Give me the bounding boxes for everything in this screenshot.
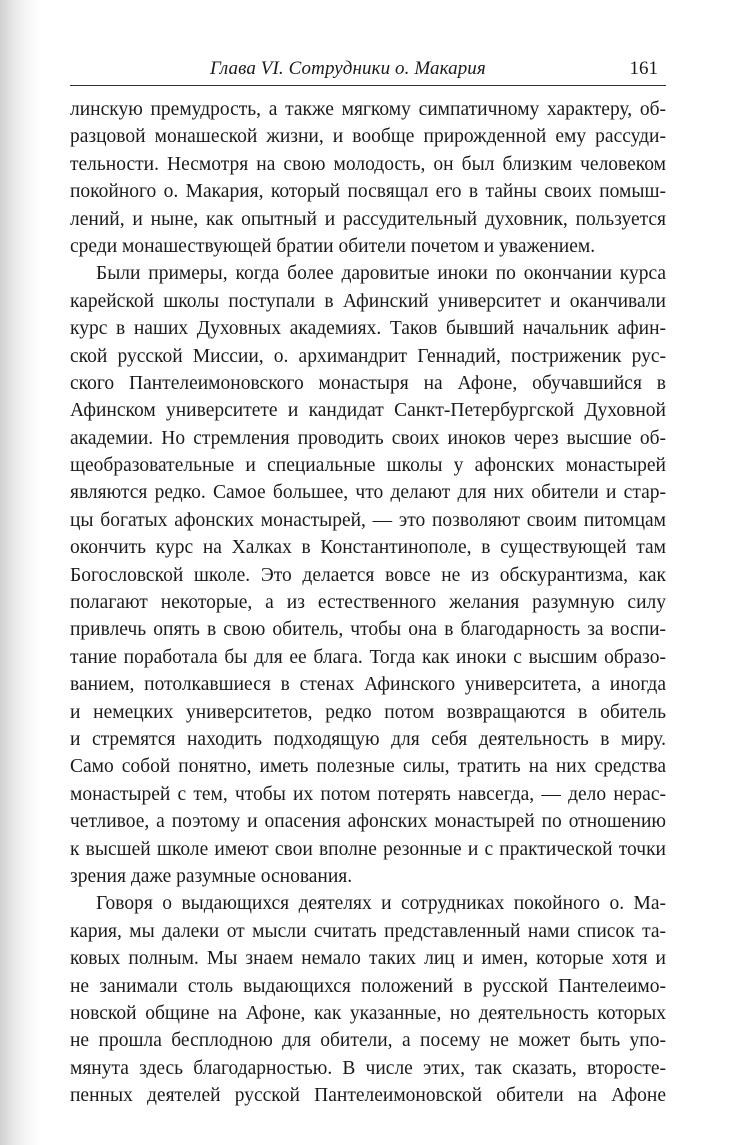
page-text bbox=[70, 96, 666, 1109]
text-line: курс в наших Духовных академиях. Таков бывший начальник афин- bbox=[70, 318, 666, 340]
paragraph bbox=[70, 890, 666, 1109]
text-line: четливое, а поэтому и опасения афонских монастырей по отношению bbox=[70, 811, 666, 833]
text-line: мянута здесь благодарностью. В числе этих, так сказать, второсте- bbox=[70, 1057, 666, 1079]
page-number: 161 bbox=[629, 58, 658, 79]
text-line: окончить курс на Халках в Константинополе, в существующей там bbox=[70, 537, 666, 559]
text-line: разцовой монашеской жизни, и вообще прирожденной ему рассуди- bbox=[70, 126, 666, 148]
paragraph bbox=[70, 260, 666, 890]
text-line: Само собой понятно, иметь полезные силы, тратить на них средства bbox=[70, 756, 666, 778]
text-line: не прошла бесплодною для обители, а посему не может быть упо- bbox=[70, 1030, 666, 1052]
text-line: линскую премудрость, а также мягкому симпатичному характеру, об- bbox=[70, 99, 666, 120]
text-line: покойного о. Макария, который посвящал его в тайны своих помыш- bbox=[70, 181, 666, 203]
text-line: цы богатых афонских монастырей, — это позволяют своим питомцам bbox=[70, 509, 666, 531]
text-line: полагают некоторые, а из естественного желания разумную силу bbox=[70, 592, 666, 614]
text-line: зрения даже разумные основания. bbox=[70, 865, 353, 887]
text-line: ской русской Миссии, о. архимандрит Геннадий, постриженик рус- bbox=[70, 345, 666, 367]
text-line: академии. Но стремления проводить своих иноков через высшие об- bbox=[70, 427, 666, 449]
text-line: карейской школы поступали в Афинский университет и оканчивали bbox=[70, 290, 666, 312]
text-line: Афинском университете и кандидат Санкт-Петербургской Духовной bbox=[70, 400, 666, 422]
running-header bbox=[70, 50, 666, 80]
text-line: Были примеры, когда более даровитые иноки по окончании курса bbox=[96, 263, 666, 285]
text-line: щеобразовательные и специальные школы у афонских монастырей bbox=[70, 455, 666, 477]
text-line: не занимали столь выдающихся положений в русской Пантелеимо- bbox=[70, 975, 666, 997]
text-line: среди монашествующей братии обители почетом и уважением. bbox=[70, 235, 596, 257]
header-rule bbox=[70, 85, 666, 86]
text-line: Богословской школе. Это делается вовсе не из обскурантизма, как bbox=[70, 564, 666, 586]
text-line: монастырей с тем, чтобы их потом потерять навсегда, — дело нерас- bbox=[70, 783, 666, 805]
text-line: ского Пантелеимоновского монастыря на Афоне, обучавшийся в bbox=[70, 372, 666, 394]
text-line: лений, и ныне, как опытный и рассудительный духовник, пользуется bbox=[70, 208, 666, 230]
page-edge-shadow bbox=[0, 0, 40, 1145]
text-line: кария, мы далеки от мысли считать представленный нами список та- bbox=[70, 920, 666, 942]
text-line: пенных деятелей русской Пантелеимоновской обители на Афоне bbox=[70, 1085, 666, 1107]
text-line: привлечь опять в свою обитель, чтобы она в благодарность за воспи- bbox=[70, 619, 666, 641]
text-line: новской общине на Афоне, как указанные, но деятельность которых bbox=[70, 1002, 666, 1024]
text-line: и немецких университетов, редко потом возвращаются в обитель bbox=[70, 701, 666, 723]
text-line: ковых полным. Мы знаем немало таких лиц и имен, которые хотя и bbox=[70, 948, 666, 970]
text-line: тельности. Несмотря на свою молодость, он был близким человеком bbox=[70, 153, 666, 175]
text-line: Говоря о выдающихся деятелях и сотрудниках покойного о. Ма- bbox=[96, 893, 666, 915]
chapter-title: Глава VI. Сотрудники о. Макария bbox=[210, 58, 486, 79]
text-line: к высшей школе имеют свои вполне резонные и с практической точки bbox=[70, 838, 666, 860]
text-line: являются редко. Самое большее, что делают для них обители и стар- bbox=[70, 482, 666, 504]
text-line: и стремятся находить подходящую для себя деятельность в миру. bbox=[70, 728, 666, 750]
text-line: тание поработала бы для ее блага. Тогда как иноки с высшим образо- bbox=[70, 646, 666, 668]
paragraph bbox=[70, 96, 666, 260]
text-line: ванием, потолкавшиеся в стенах Афинского университета, а иногда bbox=[70, 674, 666, 696]
